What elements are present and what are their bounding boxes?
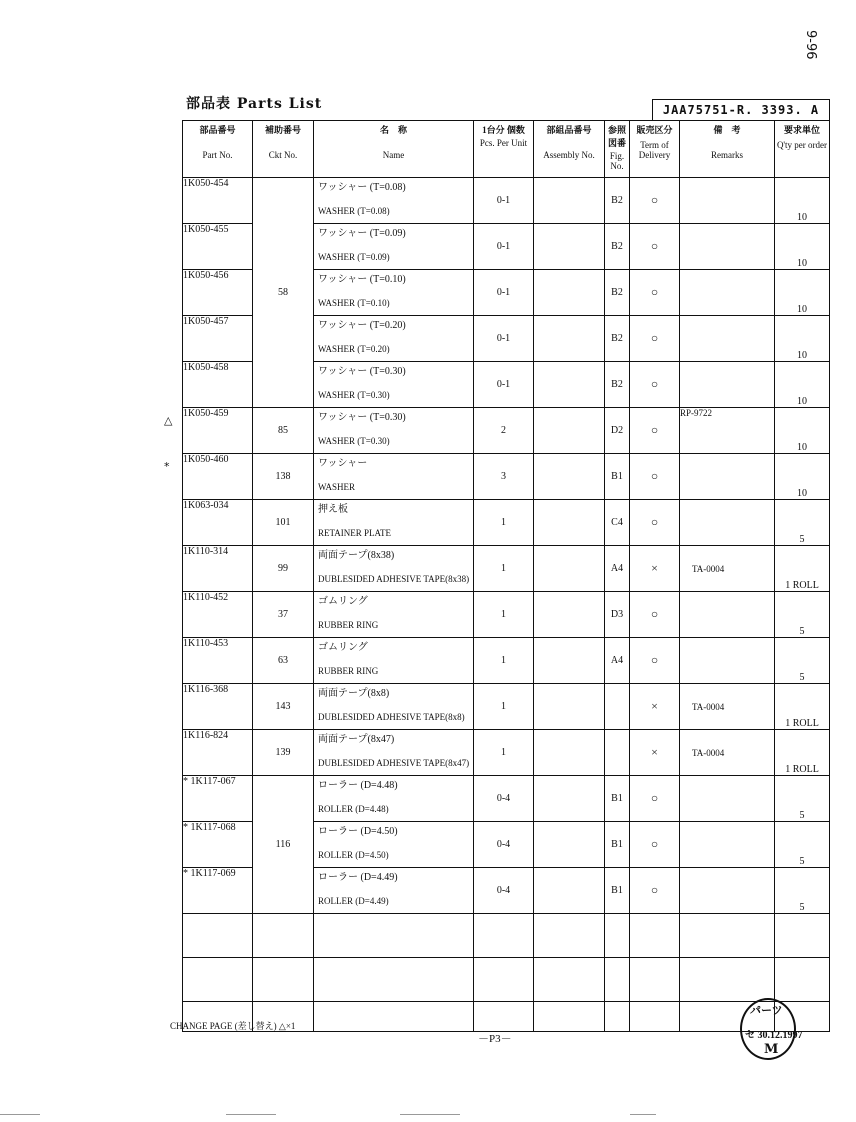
name-cell [314, 638, 474, 684]
part-number-cell: 1K050-460 [183, 454, 253, 500]
table-row [183, 638, 830, 684]
term-of-delivery-cell: ○ [630, 362, 680, 408]
qty-per-order-cell: 1 ROLL [775, 730, 830, 776]
term-of-delivery-cell: ○ [630, 500, 680, 546]
name-en: ROLLER (D=4.50) [318, 850, 389, 860]
pcs-per-unit-cell: 2 [474, 408, 534, 454]
change-triangle-mark: △ [164, 413, 173, 427]
assembly-no-cell [534, 868, 605, 914]
name-en: DUBLESIDED ADHESIVE TAPE(8x38) [318, 574, 470, 584]
fig-no-cell [605, 684, 630, 730]
assembly-no-cell [534, 822, 605, 868]
table-row [183, 408, 830, 454]
part-number-cell: * 1K117-069 [183, 868, 253, 914]
fig-no-cell: B2 [605, 270, 630, 316]
name-en: RETAINER PLATE [318, 528, 392, 538]
name-en: WASHER (T=0.10) [318, 298, 390, 308]
scan-artifact [0, 1114, 40, 1115]
remarks-cell: TA-0004 [680, 730, 775, 776]
page-title: 部品表 Parts List [186, 96, 323, 112]
ckt-number-cell: 37 [253, 592, 314, 638]
name-cell [314, 592, 474, 638]
name-en: WASHER (T=0.09) [318, 252, 390, 262]
name-jp: ワッシャー (T=0.08) [318, 182, 406, 193]
pcs-per-unit-cell: 0-4 [474, 776, 534, 822]
pcs-per-unit-cell: 0-1 [474, 224, 534, 270]
part-number-cell: 1K116-824 [183, 730, 253, 776]
assembly-no-cell [534, 224, 605, 270]
stamp-letter: M [764, 1042, 779, 1057]
name-cell [314, 776, 474, 822]
pcs-per-unit-cell: 0-1 [474, 362, 534, 408]
fig-no-cell: B2 [605, 362, 630, 408]
term-of-delivery-cell: ○ [630, 408, 680, 454]
term-of-delivery-cell: ○ [630, 638, 680, 684]
remarks-cell [680, 316, 775, 362]
col-part-no: 部品番号 Part No. [183, 121, 253, 178]
name-cell [314, 868, 474, 914]
assembly-no-cell [534, 546, 605, 592]
qty-per-order-cell: 1 ROLL [775, 546, 830, 592]
fig-no-cell: B1 [605, 822, 630, 868]
qty-per-order-cell: 10 [775, 454, 830, 500]
remarks-cell: TA-0004 [680, 546, 775, 592]
name-cell [314, 500, 474, 546]
name-jp: ローラー (D=4.48) [318, 780, 398, 791]
name-en: RUBBER RING [318, 666, 379, 676]
term-of-delivery-cell: ○ [630, 454, 680, 500]
qty-per-order-cell: 5 [775, 822, 830, 868]
remarks-cell: TA-0004 [680, 684, 775, 730]
part-number-cell: 1K110-453 [183, 638, 253, 684]
fig-no-cell: C4 [605, 500, 630, 546]
name-cell [314, 408, 474, 454]
term-of-delivery-cell: ○ [630, 316, 680, 362]
fig-no-cell: A4 [605, 638, 630, 684]
name-en: ROLLER (D=4.48) [318, 804, 389, 814]
part-number-cell: 1K050-458 [183, 362, 253, 408]
name-cell [314, 454, 474, 500]
empty-row [183, 914, 830, 958]
table-row [183, 546, 830, 592]
qty-per-order-cell: 10 [775, 178, 830, 224]
fig-no-cell: A4 [605, 546, 630, 592]
table-row [183, 730, 830, 776]
fig-no-cell: B1 [605, 868, 630, 914]
change-page-note: CHANGE PAGE (差し替え) △×1 [170, 1021, 296, 1031]
pcs-per-unit-cell: 0-4 [474, 822, 534, 868]
ckt-number-cell: 138 [253, 454, 314, 500]
part-number-cell: 1K110-452 [183, 592, 253, 638]
assembly-no-cell [534, 730, 605, 776]
name-jp: ゴムリング [318, 596, 368, 607]
document-number: JAA75751-R. 3393. A [652, 99, 830, 121]
name-cell [314, 684, 474, 730]
fig-no-cell: D3 [605, 592, 630, 638]
term-of-delivery-cell: ○ [630, 592, 680, 638]
ckt-number-cell: 85 [253, 408, 314, 454]
name-cell [314, 270, 474, 316]
pcs-per-unit-cell: 1 [474, 730, 534, 776]
remarks-cell [680, 638, 775, 684]
parts-table [182, 120, 830, 1032]
name-jp: ワッシャー (T=0.30) [318, 366, 406, 377]
name-jp: 押え板 [318, 504, 348, 515]
name-en: DUBLESIDED ADHESIVE TAPE(8x47) [318, 758, 470, 768]
ckt-number-cell: 63 [253, 638, 314, 684]
remarks-cell [680, 270, 775, 316]
scan-artifact [630, 1114, 656, 1115]
name-en: RUBBER RING [318, 620, 379, 630]
name-jp: ワッシャー [318, 458, 368, 469]
col-pcs-per-unit: 1台分 個数 Pcs. Per Unit [474, 121, 534, 178]
part-number-cell: 1K050-459 [183, 408, 253, 454]
name-jp: ワッシャー (T=0.10) [318, 274, 406, 285]
assembly-no-cell [534, 776, 605, 822]
col-ckt-no: 補助番号 Ckt No. [253, 121, 314, 178]
assembly-no-cell [534, 592, 605, 638]
name-en: WASHER (T=0.08) [318, 206, 390, 216]
qty-per-order-cell: 10 [775, 224, 830, 270]
name-en: WASHER [318, 482, 356, 492]
part-number-cell: * 1K117-068 [183, 822, 253, 868]
part-number-cell: 1K116-368 [183, 684, 253, 730]
name-cell [314, 178, 474, 224]
name-jp: ローラー (D=4.49) [318, 872, 398, 883]
qty-per-order-cell: 5 [775, 776, 830, 822]
name-cell [314, 224, 474, 270]
empty-row [183, 958, 830, 1002]
assembly-no-cell [534, 270, 605, 316]
pcs-per-unit-cell: 0-1 [474, 178, 534, 224]
col-fig-no: 参照 図番 Fig. No. [605, 121, 630, 178]
remarks-cell [680, 362, 775, 408]
term-of-delivery-cell: × [630, 730, 680, 776]
name-jp: ゴムリング [318, 642, 368, 653]
remarks-cell [680, 776, 775, 822]
assembly-no-cell [534, 684, 605, 730]
name-jp: 両面テープ(8x8) [318, 688, 390, 699]
table-row [183, 178, 830, 224]
part-number-cell: 1K050-456 [183, 270, 253, 316]
scan-artifact [226, 1114, 276, 1115]
table-row [183, 592, 830, 638]
name-cell [314, 316, 474, 362]
table-row [183, 500, 830, 546]
name-cell [314, 362, 474, 408]
qty-per-order-cell: 1 ROLL [775, 684, 830, 730]
fig-no-cell [605, 730, 630, 776]
name-jp: 両面テープ(8x47) [318, 734, 395, 745]
name-cell [314, 730, 474, 776]
fig-no-cell: B2 [605, 316, 630, 362]
pcs-per-unit-cell: 1 [474, 592, 534, 638]
stamp-top-text: パーツ [750, 1004, 783, 1017]
name-jp: ワッシャー (T=0.30) [318, 412, 406, 423]
ckt-number-cell: 143 [253, 684, 314, 730]
col-assembly-no: 部組品番号 Assembly No. [534, 121, 605, 178]
handwritten-note: 9-96 [803, 30, 818, 60]
pcs-per-unit-cell: 1 [474, 546, 534, 592]
fig-no-cell: B2 [605, 224, 630, 270]
table-row [183, 684, 830, 730]
assembly-no-cell [534, 500, 605, 546]
assembly-no-cell [534, 178, 605, 224]
ckt-number-cell: 58 [253, 178, 314, 408]
name-en: ROLLER (D=4.49) [318, 896, 389, 906]
term-of-delivery-cell: × [630, 546, 680, 592]
table-row [183, 776, 830, 822]
assembly-no-cell [534, 638, 605, 684]
ckt-number-cell: 101 [253, 500, 314, 546]
remarks-cell [680, 454, 775, 500]
term-of-delivery-cell: ○ [630, 270, 680, 316]
qty-per-order-cell: 10 [775, 270, 830, 316]
part-number-cell: 1K050-455 [183, 224, 253, 270]
name-jp: ワッシャー (T=0.09) [318, 228, 406, 239]
qty-per-order-cell: 5 [775, 592, 830, 638]
term-of-delivery-cell: × [630, 684, 680, 730]
pcs-per-unit-cell: 0-4 [474, 868, 534, 914]
fig-no-cell: B1 [605, 776, 630, 822]
term-of-delivery-cell: ○ [630, 178, 680, 224]
pcs-per-unit-cell: 1 [474, 500, 534, 546]
pcs-per-unit-cell: 1 [474, 684, 534, 730]
part-number-cell: 1K063-034 [183, 500, 253, 546]
col-qty-per-order: 要求単位 Q'ty per order [775, 121, 830, 178]
pcs-per-unit-cell: 3 [474, 454, 534, 500]
remarks-cell [680, 868, 775, 914]
fig-no-cell: B2 [605, 178, 630, 224]
term-of-delivery-cell: ○ [630, 776, 680, 822]
part-number-cell: 1K110-314 [183, 546, 253, 592]
qty-per-order-cell: 5 [775, 500, 830, 546]
term-of-delivery-cell: ○ [630, 224, 680, 270]
ckt-number-cell: 99 [253, 546, 314, 592]
term-of-delivery-cell: ○ [630, 822, 680, 868]
pcs-per-unit-cell: 1 [474, 638, 534, 684]
col-name: 名 称 Name [314, 121, 474, 178]
qty-per-order-cell: 10 [775, 362, 830, 408]
name-jp: ローラー (D=4.50) [318, 826, 398, 837]
pcs-per-unit-cell: 0-1 [474, 270, 534, 316]
part-number-cell: 1K050-454 [183, 178, 253, 224]
name-en: WASHER (T=0.30) [318, 390, 390, 400]
qty-per-order-cell: 10 [775, 316, 830, 362]
assembly-no-cell [534, 408, 605, 454]
remarks-cell [680, 224, 775, 270]
name-en: WASHER (T=0.30) [318, 436, 390, 446]
name-jp: 両面テープ(8x38) [318, 550, 395, 561]
table-header-row [183, 121, 830, 178]
scan-artifact [400, 1114, 460, 1115]
qty-per-order-cell: 5 [775, 868, 830, 914]
remarks-cell [680, 500, 775, 546]
part-number-cell: 1K050-457 [183, 316, 253, 362]
name-jp: ワッシャー (T=0.20) [318, 320, 406, 331]
fig-no-cell: B1 [605, 454, 630, 500]
name-cell [314, 546, 474, 592]
fig-no-cell: D2 [605, 408, 630, 454]
remarks-cell [680, 178, 775, 224]
col-remarks: 備 考 Remarks [680, 121, 775, 178]
stamp-date: セ 30.12.1997 [745, 1030, 803, 1041]
page-number: －P3－ [478, 1033, 512, 1045]
name-en: DUBLESIDED ADHESIVE TAPE(8x8) [318, 712, 465, 722]
col-term-of-delivery: 販売区分 Term of Delivery [630, 121, 680, 178]
part-number-cell: * 1K117-067 [183, 776, 253, 822]
remarks-cell [680, 822, 775, 868]
ckt-number-cell: 139 [253, 730, 314, 776]
assembly-no-cell [534, 316, 605, 362]
remarks-cell [680, 592, 775, 638]
new-item-asterisk: * [164, 459, 170, 473]
qty-per-order-cell: 5 [775, 638, 830, 684]
ckt-number-cell: 116 [253, 776, 314, 914]
pcs-per-unit-cell: 0-1 [474, 316, 534, 362]
table-row [183, 454, 830, 500]
assembly-no-cell [534, 362, 605, 408]
name-cell [314, 822, 474, 868]
qty-per-order-cell: 10 [775, 408, 830, 454]
assembly-no-cell [534, 454, 605, 500]
term-of-delivery-cell: ○ [630, 868, 680, 914]
name-en: WASHER (T=0.20) [318, 344, 390, 354]
remarks-cell: RP-9722 [680, 408, 775, 454]
